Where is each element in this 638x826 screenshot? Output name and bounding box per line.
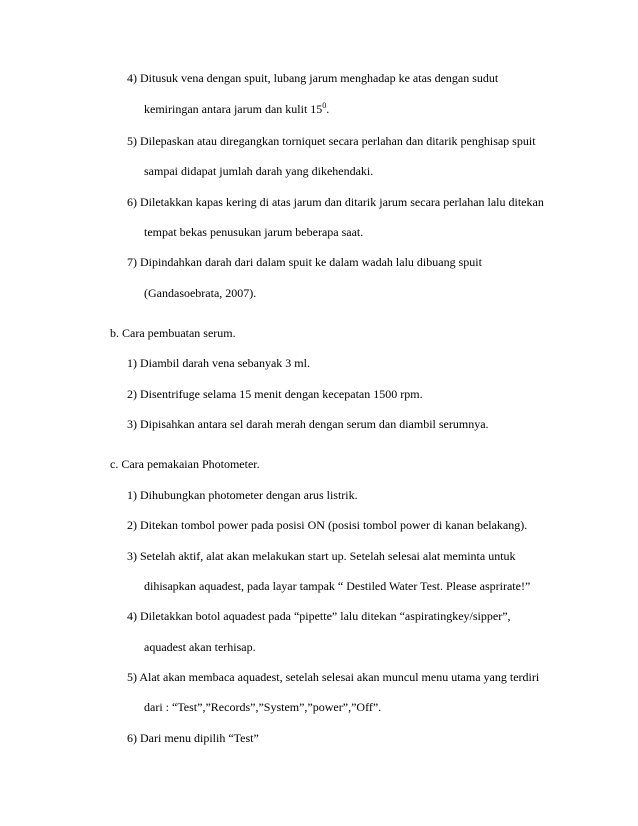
step-a5-line2: sampai didapat jumlah darah yang dikehendaki. <box>144 164 374 178</box>
step-b2: 2) Disentrifuge selama 15 menit dengan kecepatan 1500 rpm. <box>127 387 423 401</box>
step-a7-line1: 7) Dipindahkan darah dari dalam spuit ke dalam wadah lalu dibuang spuit <box>127 255 482 269</box>
step-a4-line2-text: kemiringan antara jarum dan kulit 15 <box>144 102 323 116</box>
step-c3-line1: 3) Setelah aktif, alat akan melakukan start up. Setelah selesai alat meminta untuk <box>127 549 516 563</box>
step-c4-line2: aquadest akan terhisap. <box>144 640 256 654</box>
step-a5-line1: 5) Dilepaskan atau diregangkan torniquet secara perlahan dan ditarik penghisap spuit <box>127 134 536 148</box>
step-a7-line2: (Gandasoebrata, 2007). <box>144 286 257 300</box>
step-c5-line2: dari : “Test”,”Records”,”System”,”power”,”Off”. <box>144 700 382 714</box>
step-a4-line1: 4) Ditusuk vena dengan spuit, lubang jarum menghadap ke atas dengan sudut <box>127 71 499 85</box>
section-c-heading: c. Cara pemakaian Photometer. <box>110 457 260 471</box>
degree-superscript: 0 <box>322 101 327 110</box>
step-c1: 1) Dihubungkan photometer dengan arus listrik. <box>127 488 358 502</box>
step-c5-line1: 5) Alat akan membaca aquadest, setelah selesai akan muncul menu utama yang terdiri <box>127 670 540 684</box>
step-c3-line2: dihisapkan aquadest, pada layar tampak “ Destiled Water Test. Please asprirate!” <box>144 579 531 593</box>
step-c2: 2) Ditekan tombol power pada posisi ON (posisi tombol power di kanan belakang). <box>127 518 528 532</box>
step-a4-line2-end: . <box>326 102 330 116</box>
step-c4-line1: 4) Diletakkan botol aquadest pada “pipette” lalu ditekan “aspiratingkey/sipper”, <box>127 609 511 623</box>
section-b-heading: b. Cara pembuatan serum. <box>110 326 236 340</box>
step-a6-line1: 6) Diletakkan kapas kering di atas jarum dan ditarik jarum secara perlahan lalu ditekan <box>127 195 544 209</box>
step-b3: 3) Dipisahkan antara sel darah merah dengan serum dan diambil serumnya. <box>127 417 489 431</box>
step-a4-line2 <box>144 102 329 116</box>
step-b1: 1) Diambil darah vena sebanyak 3 ml. <box>127 356 310 370</box>
step-c6: 6) Dari menu dipilih “Test” <box>127 731 259 745</box>
step-a6-line2: tempat bekas penusukan jarum beberapa saat. <box>144 225 364 239</box>
